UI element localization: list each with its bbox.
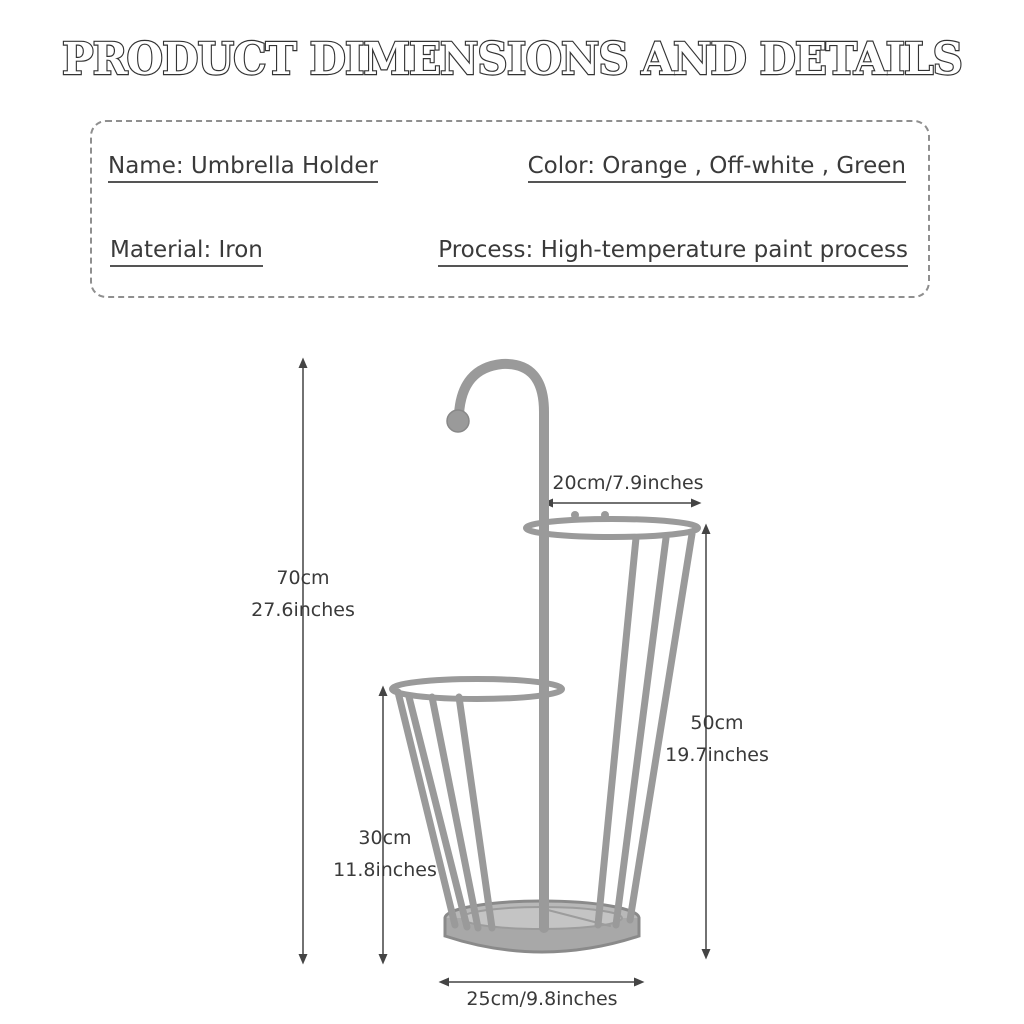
name-detail: Name: Umbrella Holder: [108, 152, 378, 183]
top-ring-label: [548, 467, 708, 499]
total-height-in: 27.6inches: [251, 599, 355, 621]
color-detail: Color: Orange , Off-white , Green: [528, 152, 906, 183]
short-section-in: 11.8inches: [333, 859, 437, 881]
tall-section-label: [654, 707, 780, 771]
material-detail: Material: Iron: [110, 236, 263, 267]
tall-section-cm: 50cm: [690, 712, 744, 734]
tall-section-in: 19.7inches: [665, 744, 769, 766]
process-detail: Process: High-temperature paint process: [438, 236, 908, 267]
hook-ball: [447, 410, 469, 432]
total-height-label: [238, 562, 368, 626]
total-height-cm: 70cm: [276, 567, 330, 589]
top-ring-dimension: 20cm/7.9inches: [552, 472, 704, 494]
base-label: [462, 983, 622, 1015]
page-title-text: PRODUCT DIMENSIONS AND DETAILS: [62, 34, 962, 85]
upper-ring: [526, 519, 698, 537]
short-section-label: [322, 822, 448, 886]
lower-ring: [392, 679, 562, 699]
hook-pole: [459, 364, 544, 928]
short-section-cm: 30cm: [358, 827, 412, 849]
base-dimension: 25cm/9.8inches: [466, 988, 618, 1010]
